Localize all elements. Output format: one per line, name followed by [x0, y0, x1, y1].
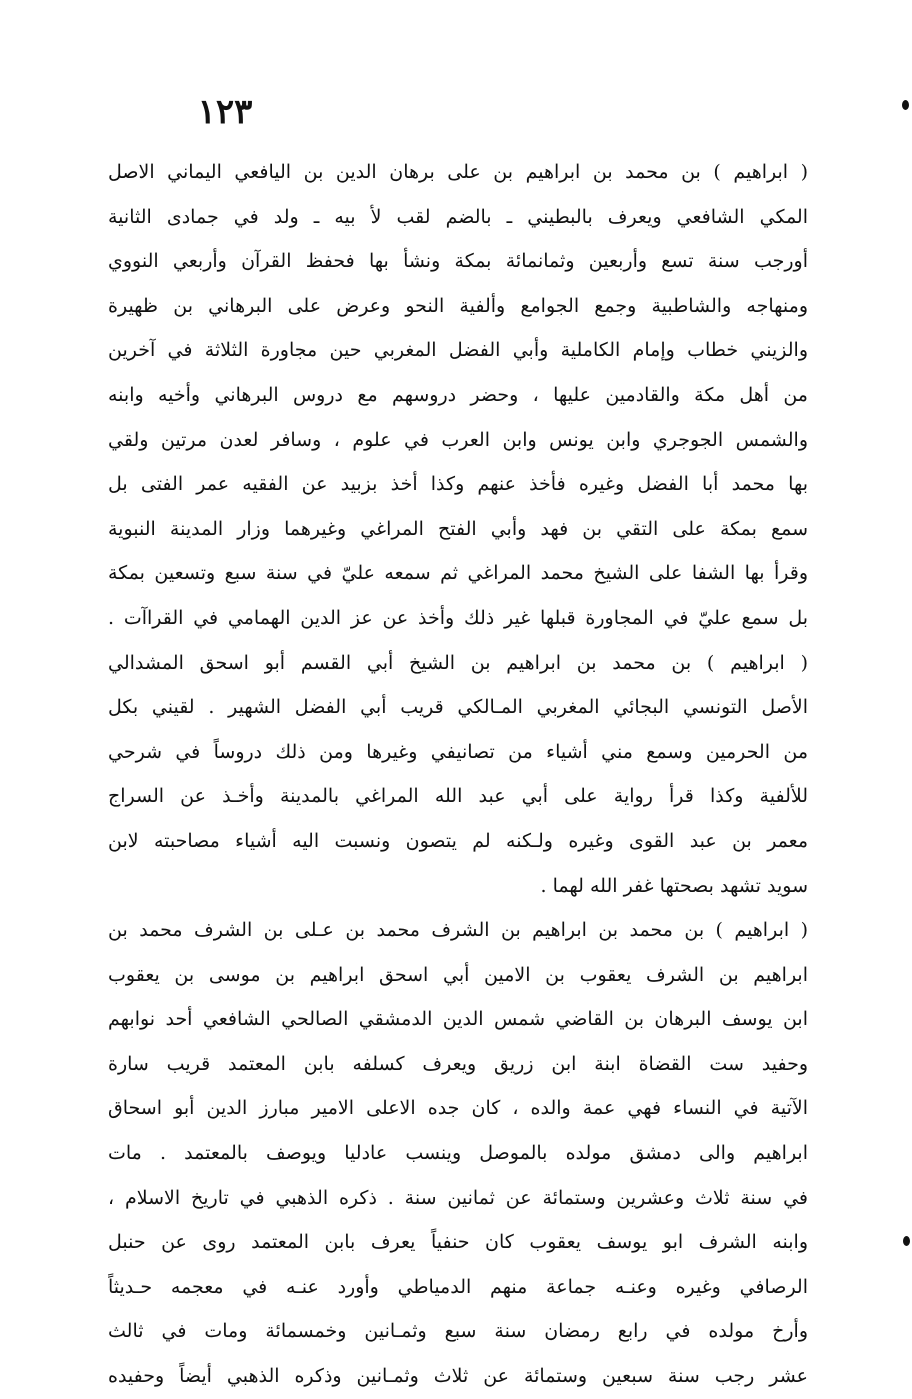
- text-line: وقرأ بها الشفا على الشيخ محمد المراغي ثم سمعه عليّ في سنة سبع وتسعين بمكة: [108, 562, 808, 585]
- body-text: [108, 150, 808, 1399]
- text-line: ابن يوسف البرهان بن القاضي شمس الدين الدمشقي الصالحي الشافعي أحد نوابهم: [108, 1008, 808, 1031]
- text-line: ابراهيم والى دمشق مولده بالموصل وينسب عادليا ويوصف بالمعتمد . مات: [108, 1142, 808, 1165]
- text-line: الآتية في النساء فهي عمة والده ، كان جده الاعلى الامير مبارز الدين أبو اسحاق: [108, 1097, 808, 1120]
- text-line: وحفيد ست القضاة ابنة ابن زريق ويعرف كسلفه بابن المعتمد قريب سارة: [108, 1052, 808, 1075]
- text-line: المكي الشافعي ويعرف بالبطيني ـ بالضم لقب لأ بيه ـ ولد في جمادى الثانية: [108, 205, 808, 228]
- margin-mark-top: [902, 100, 909, 110]
- text-line: سويد تشهد بصحتها غفر الله لهما .: [540, 874, 808, 897]
- margin-mark-bottom: [903, 1236, 910, 1246]
- text-line: الرصافي وغيره وعنـه جماعة منهم الدمياطي وأورد عنـه في معجمه حـديثاً: [108, 1275, 808, 1298]
- page-number: ١٢٣: [197, 92, 253, 132]
- text-line: ( ابراهيم ) بن محمد بن ابراهيم بن على برهان الدين بن اليافعي اليماني الاصل: [108, 161, 808, 183]
- text-line: ( ابراهيم ) بن محمد بن ابراهيم بن الشيخ أبي القسم أبو اسحق المشدالي: [108, 651, 808, 674]
- text-line: بل سمع عليّ في المجاورة قبلها غير ذلك وأخذ عن عز الدين الهمامي في القراآت .: [108, 606, 808, 629]
- text-line: والشمس الجوجري وابن يونس وابن العرب في علوم ، وسافر لعدن مرتين ولقي: [108, 428, 808, 451]
- text-line: سمع بمكة على التقي بن فهد وأبي الفتح المراغي وغيرهما وزار المدينة النبوية: [108, 517, 808, 540]
- text-line: ابراهيم بن الشرف يعقوب بن الامين أبي اسحق ابراهيم بن موسى بن يعقوب: [108, 963, 808, 986]
- text-line: بها محمد أبا الفضل وغيره فأخذ عنهم وكذا أخذ بزبيد عن الفقيه عمر الفتى بل: [108, 473, 808, 496]
- text-line: في سنة ثلاث وعشرين وستمائة عن ثمانين سنة . ذكره الذهبي في تاريخ الاسلام ،: [108, 1186, 808, 1209]
- text-line: عشر رجب سنة سبعين وستمائة عن ثلاث وثمـانين وذكره الذهبي أيضاً وحفيده: [108, 1365, 808, 1388]
- text-line: من أهل مكة والقادمين عليها ، وحضر دروسهم مع دروس البرهاني وأخيه وابنه: [108, 383, 808, 406]
- text-line: من الحرمين وسمع مني أشياء من تصانيفي وغيرها ومن ذلك دروساً في شرحي: [108, 740, 808, 763]
- text-line: الأصل التونسي البجائي المغربي المـالكي قريب أبي الفضل الشهير . لقيني بكل: [108, 696, 808, 719]
- text-line: للألفية وكذا قرأ رواية على أبي عبد الله المراغي بالمدينة وأخـذ عن السراج: [108, 785, 808, 808]
- text-line: ومنهاجه والشاطبية وجمع الجوامع وألفية النحو وعرض على البرهاني بن ظهيرة: [108, 294, 808, 317]
- text-line: وأرخ مولده في رابع رمضان سنة سبع وثمـانين وخمسمائة ومات في ثالث: [108, 1320, 808, 1343]
- text-line: ( ابراهيم ) بن محمد بن ابراهيم بن الشرف محمد بن عـلى بن الشرف محمد بن: [108, 919, 808, 942]
- text-line: وابنه الشرف ابو يوسف يعقوب كان حنفياً يعرف بابن المعتمد روى عن حنبل: [108, 1231, 808, 1254]
- text-line: معمر بن عبد القوى وغيره ولـكنه لم يتصون ونسبت اليه أشياء مصاحبته لابن: [108, 829, 808, 852]
- text-line: أورجب سنة تسع وأربعين وثمانمائة بمكة ونشأ بها فحفظ القرآن وأربعي النووي: [108, 250, 808, 273]
- text-line: والزيني خطاب وإمام الكاملية وأبي الفضل المغربي حين مجاورة الثلاثة في آخرين: [108, 339, 808, 362]
